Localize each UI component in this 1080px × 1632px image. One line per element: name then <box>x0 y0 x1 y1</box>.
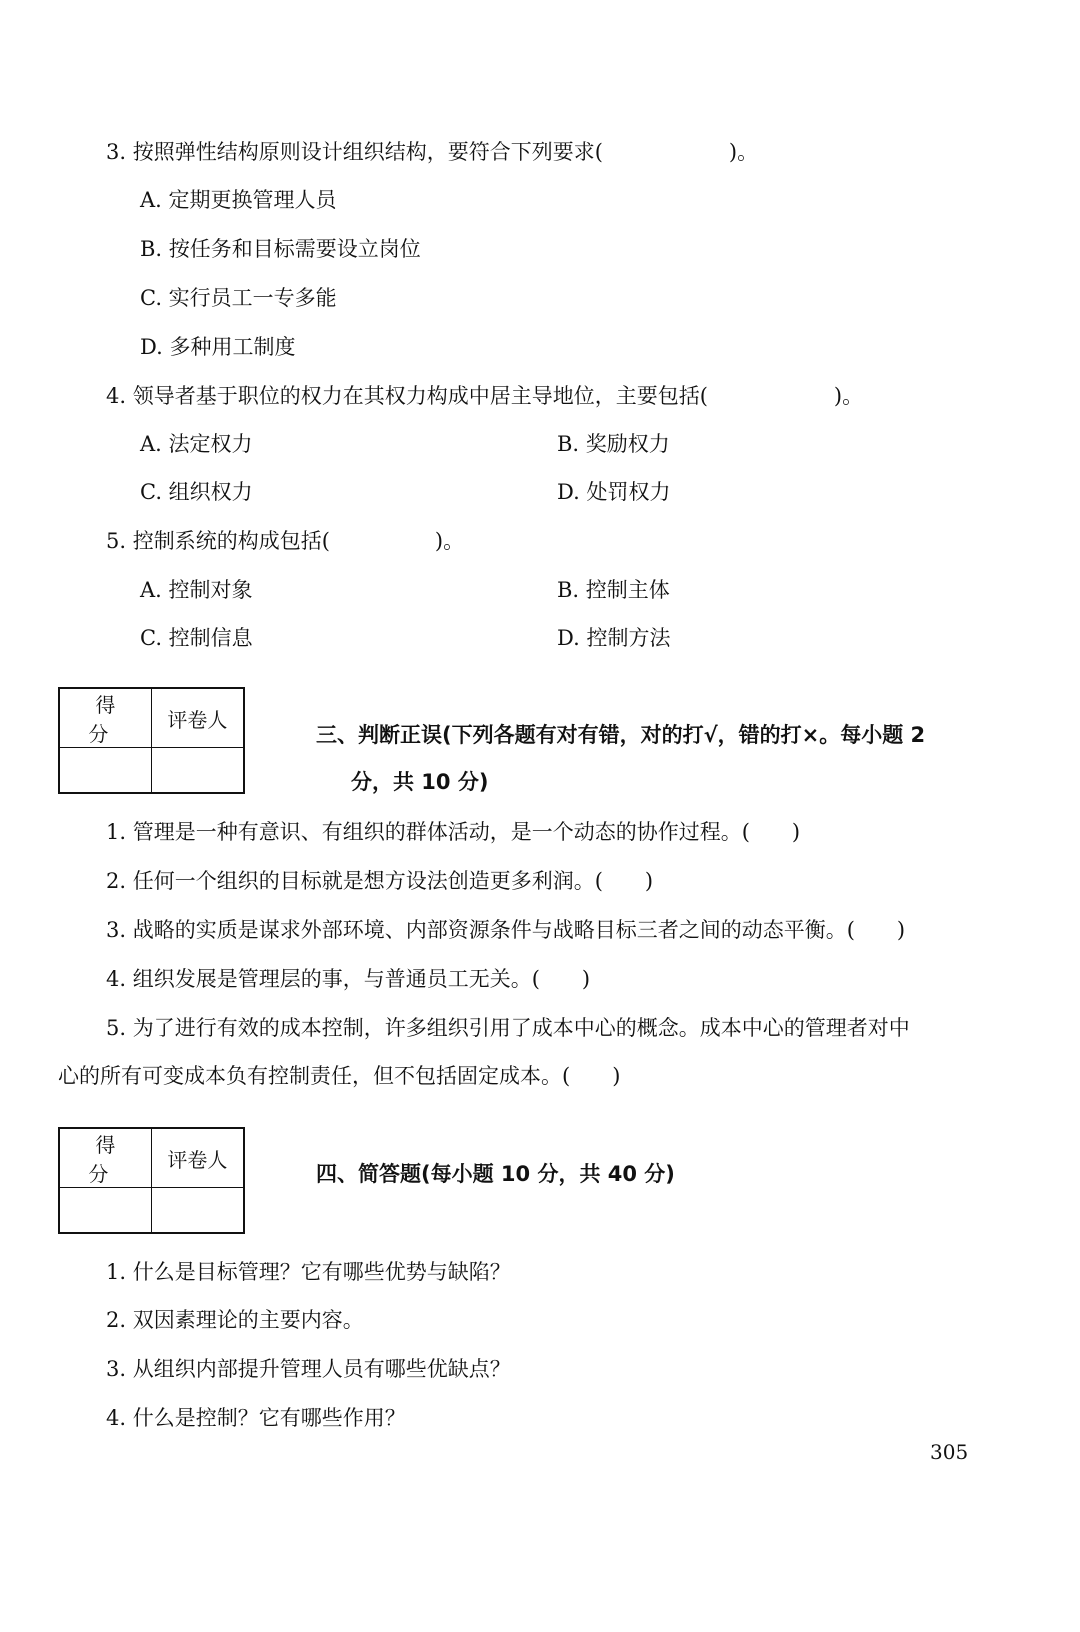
score-box-section4 <box>58 1127 245 1234</box>
short-answer-2: 2. 双因素理论的主要内容。 <box>106 1308 364 1332</box>
q5-option-b: B. 控制主体 <box>557 578 670 602</box>
tf-item-5-line1: 5. 为了进行有效的成本控制，许多组织引用了成本中心的概念。成本中心的管理者对中 <box>106 1016 910 1040</box>
grader-label: 评卷人 <box>151 688 244 748</box>
section3-heading-line1: 三、判断正误(下列各题有对有错，对的打√，错的打×。每小题 2 <box>316 723 926 747</box>
q4-option-b: B. 奖励权力 <box>557 432 670 456</box>
tf-item-2: 2. 任何一个组织的目标就是想方设法创造更多利润。( ) <box>106 869 654 893</box>
page-number: 305 <box>930 1440 969 1464</box>
q4-option-d: D. 处罚权力 <box>557 480 671 504</box>
score-box-section3 <box>58 687 245 794</box>
grader-label: 评卷人 <box>151 1128 244 1188</box>
score-cell[interactable] <box>59 748 151 794</box>
tf-item-3: 3. 战略的实质是谋求外部环境、内部资源条件与战略目标三者之间的动态平衡。( ) <box>106 918 906 942</box>
score-cell[interactable] <box>59 1188 151 1234</box>
score-label: 得 分 <box>59 1128 151 1188</box>
q3-option-a: A. 定期更换管理人员 <box>140 188 337 212</box>
tf-item-5-line2: 心的所有可变成本负有控制责任，但不包括固定成本。( ) <box>58 1064 621 1088</box>
q5-option-c: C. 控制信息 <box>140 626 253 650</box>
grader-cell[interactable] <box>151 748 244 794</box>
q5-stem: 5. 控制系统的构成包括( )。 <box>106 529 465 553</box>
q5-option-a: A. 控制对象 <box>140 578 253 602</box>
q3-option-b: B. 按任务和目标需要设立岗位 <box>140 237 421 261</box>
q4-option-a: A. 法定权力 <box>140 432 253 456</box>
grader-cell[interactable] <box>151 1188 244 1234</box>
score-label: 得 分 <box>59 688 151 748</box>
q4-stem: 4. 领导者基于职位的权力在其权力构成中居主导地位，主要包括( )。 <box>106 384 864 408</box>
short-answer-1: 1. 什么是目标管理？它有哪些优势与缺陷？ <box>106 1260 511 1284</box>
q5-option-d: D. 控制方法 <box>557 626 671 650</box>
short-answer-3: 3. 从组织内部提升管理人员有哪些优缺点？ <box>106 1357 511 1381</box>
q3-stem: 3. 按照弹性结构原则设计组织结构，要符合下列要求( )。 <box>106 140 759 164</box>
short-answer-4: 4. 什么是控制？它有哪些作用？ <box>106 1406 406 1430</box>
tf-item-4: 4. 组织发展是管理层的事，与普通员工无关。( ) <box>106 967 591 991</box>
q3-option-c: C. 实行员工一专多能 <box>140 286 337 310</box>
tf-item-1: 1. 管理是一种有意识、有组织的群体活动，是一个动态的协作过程。( ) <box>106 820 801 844</box>
section3-heading-line2: 分，共 10 分) <box>351 770 489 794</box>
q4-option-c: C. 组织权力 <box>140 480 253 504</box>
section4-heading: 四、简答题(每小题 10 分，共 40 分) <box>316 1162 675 1186</box>
q3-option-d: D. 多种用工制度 <box>140 335 296 359</box>
